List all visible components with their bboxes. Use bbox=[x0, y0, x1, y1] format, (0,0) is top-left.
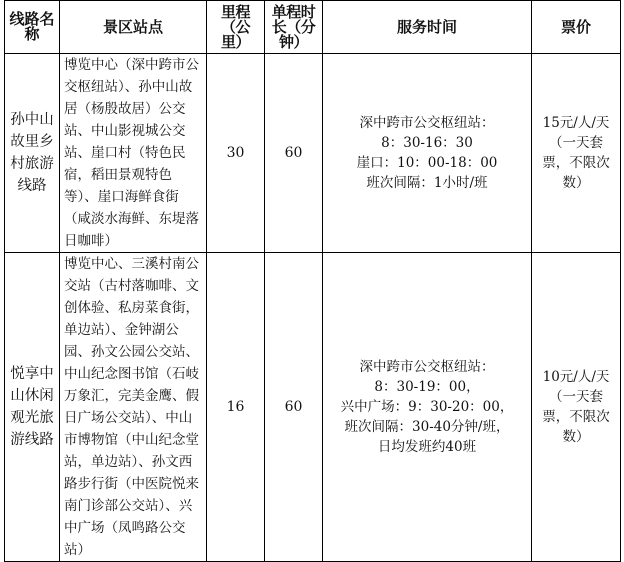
route-service-time bbox=[323, 253, 532, 562]
route-stops: 博览中心、三溪村南公交站（古村落咖啡、文创体验、私房菜食街，单边站）、金钟湖公园、孙文公园公交站、中山纪念图书馆（石岐万象汇，完美金鹰、假日广场公交站）、中山市博物馆（中山纪念堂站，单边站）、孙文西路步行街（中医院悦来南门诊部公交站）、兴中广场（凤鸣路公交站） bbox=[60, 253, 207, 562]
route-duration: 60 bbox=[265, 54, 323, 253]
service-line: 班次间隔：1小时/班 bbox=[366, 175, 488, 191]
table-row bbox=[5, 253, 621, 562]
route-distance: 16 bbox=[207, 253, 265, 562]
route-fare: 15元/人/天（一天套票，不限次数） bbox=[532, 54, 621, 253]
table-row bbox=[5, 54, 621, 253]
service-line: 8：30-19：00， bbox=[374, 379, 480, 395]
route-duration: 60 bbox=[265, 253, 323, 562]
header-route-name: 线路名称 bbox=[5, 1, 60, 54]
route-name: 悦享中山休闲观光旅游线路 bbox=[5, 253, 60, 562]
header-fare: 票价 bbox=[532, 1, 621, 54]
route-stops: 博览中心（深中跨市公交枢纽站）、孙中山故居（杨殷故居）公交站、中山影视城公交站、崖口村（特色民宿，稻田景观特色等）、崖口海鲜食街（咸淡水海鲜、东堤落日咖啡） bbox=[60, 54, 207, 253]
header-distance: 里程（公里） bbox=[207, 1, 265, 54]
service-line: 深中跨市公交枢纽站： bbox=[359, 359, 495, 375]
tour-route-table bbox=[4, 0, 621, 562]
service-line: 班次间隔：30-40分钟/班， bbox=[344, 419, 510, 435]
header-stops: 景区站点 bbox=[60, 1, 207, 54]
header-service-time: 服务时间 bbox=[323, 1, 532, 54]
service-line: 日均发班约40班 bbox=[377, 439, 477, 455]
route-fare: 10元/人/天（一天套票，不限次数） bbox=[532, 253, 621, 562]
service-line: 深中跨市公交枢纽站： bbox=[359, 115, 495, 131]
service-line: 崖口：10：00-18：00 bbox=[356, 155, 498, 171]
route-name: 孙中山故里乡村旅游线路 bbox=[5, 54, 60, 253]
header-row bbox=[5, 1, 621, 54]
route-distance: 30 bbox=[207, 54, 265, 253]
service-line: 8：30-16：30 bbox=[381, 135, 473, 151]
route-service-time bbox=[323, 54, 532, 253]
service-line: 兴中广场：9：30-20：00， bbox=[340, 399, 514, 415]
header-duration: 单程时长（分钟） bbox=[265, 1, 323, 54]
